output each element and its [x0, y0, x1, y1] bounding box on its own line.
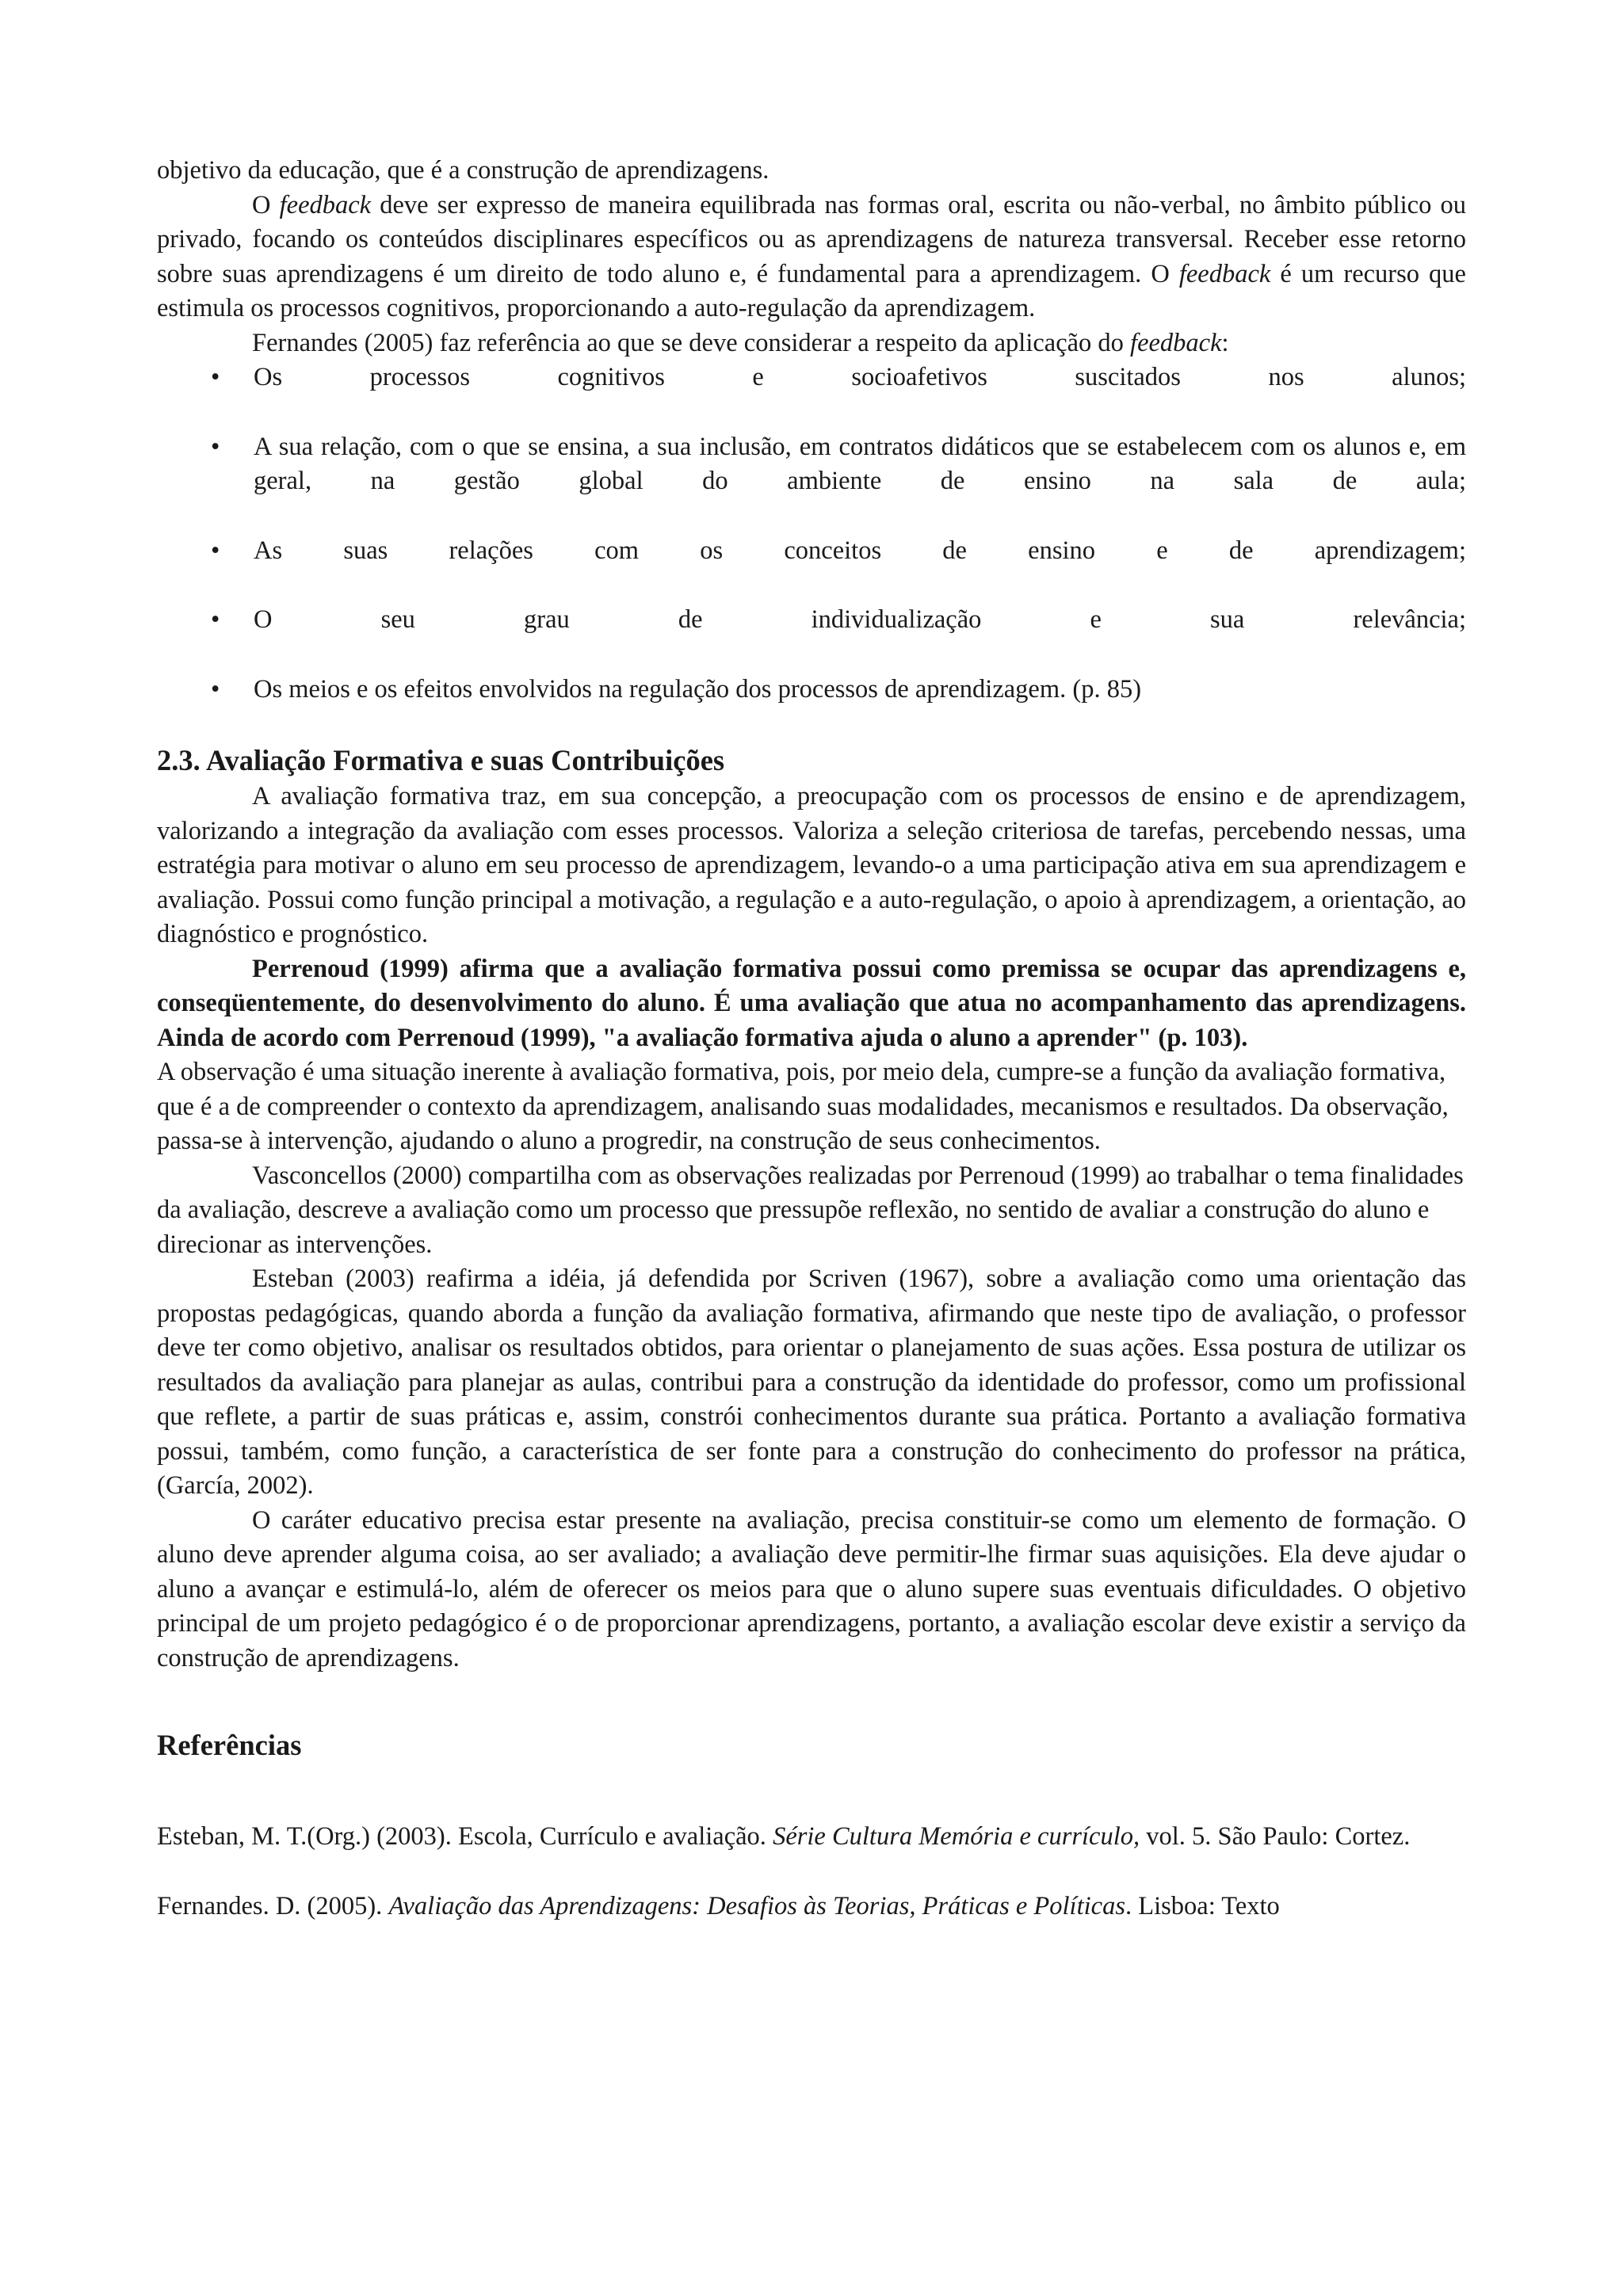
paragraph-carater: O caráter educativo precisa estar presente na avaliação, precisa constituir-se como um elemento de formação. O aluno deve aprender alguma coisa, ao ser avaliado; a avaliação deve permitir-lhe firmar suas aquisições. Ela deve ajudar o aluno a avançar e estimulá-lo, além de oferecer os meios para que o aluno supere suas eventuais dificuldades. O objetivo principal de um projeto pedagógico é o de proporcionar aprendizagens, portanto, a avaliação escolar deve existir a serviço da construção de aprendizagens. [157, 1505, 1466, 1672]
paragraph-feedback [157, 189, 1466, 326]
paragraph-vasconcellos: Vasconcellos (2000) compartilha com as observações realizadas por Perrenoud (1999) ao trabalhar o tema finalidades da avaliação, descreve a avaliação como um processo que pressupõe reflexão, no sentido de avaliar a construção do aluno e direcionar as intervenções. [157, 1161, 1464, 1259]
italic-term: feedback [279, 190, 372, 219]
list-item [157, 673, 1466, 707]
text-run: deve ser expresso de maneira equilibrada nas formas oral, escrita ou não-verbal, no âmbito público ou privado, focando os conteúdos disciplinares específicos ou as aprendizagens de natureza transversal. Receber esse retorno sobre suas aprendizagens é um direito de todo aluno e, é fundamental para a aprendizagem. O [157, 190, 1466, 288]
text-run: Fernandes (2005) faz referência ao que se deve considerar a respeito da aplicação do [252, 328, 1131, 357]
italic-term: feedback [1130, 328, 1222, 357]
text-run: : [1221, 328, 1229, 357]
list-item-text: Os meios e os efeitos envolvidos na regulação dos processos de aprendizagem. (p. 85) [254, 674, 1142, 704]
bullet-list [157, 360, 1466, 707]
reference-fernandes [157, 1890, 1466, 1924]
list-item [157, 360, 1466, 395]
text-run: Esteban, M. T.(Org.) (2003). Escola, Currículo e avaliação. [157, 1822, 773, 1851]
paragraph-observacao: A observação é uma situação inerente à avaliação formativa, pois, por meio dela, cumpre-se a função da avaliação formativa, que é a de compreender o contexto da aprendizagem, analisando suas modalidades, mecanismos e resultados. Da observação, passa-se à intervenção, ajudando o aluno a progredir, na construção de seus conhecimentos. [157, 1058, 1449, 1155]
italic-term: feedback [1178, 259, 1271, 288]
text-run: O [252, 190, 280, 219]
text-run: Fernandes. D. (2005). [157, 1891, 389, 1920]
list-item-text: O seu grau de individualização e sua relevância; [254, 605, 1466, 634]
list-item [157, 430, 1466, 499]
page-content [157, 154, 1466, 1924]
reference-esteban [157, 1820, 1466, 1855]
bullet-icon: • [211, 536, 220, 565]
list-item-text: A sua relação, com o que se ensina, a sua inclusão, em contratos didáticos que se estabelecem com os alunos e, em geral, na gestão global do ambiente de ensino na sala de aula; [254, 432, 1466, 495]
references-heading: Referências [157, 1729, 302, 1761]
text-run: é um recurso que estimula os processos cognitivos, proporcionando a auto-regulação da aprendizagem. [157, 259, 1466, 322]
list-item [157, 603, 1466, 638]
list-item-text: Os processos cognitivos e socioafetivos suscitados nos alunos; [254, 363, 1466, 391]
text-run: vol. 5. São Paulo: Cortez. [1140, 1822, 1411, 1851]
bullet-icon: • [211, 363, 220, 391]
paragraph-formativa: A avaliação formativa traz, em sua concepção, a preocupação com os processos de ensino e de aprendizagem, valorizando a integração da avaliação com esses processos. Valoriza a seleção criteriosa de tarefas, percebendo nessas, uma estratégia para motivar o aluno em seu processo de aprendizagem, levando-o a uma participação ativa em sua aprendizagem e avaliação. Possui como função principal a motivação, a regulação e a auto-regulação, o apoio à aprendizagem, a orientação, ao diagnóstico e prognóstico. [157, 782, 1466, 948]
paragraph-perrenoud: Perrenoud (1999) afirma que a avaliação formativa possui como premissa se ocupar das aprendizagens e, conseqüentemente, do desenvolvimento do aluno. É uma avaliação que atua no acompanhamento das aprendizagens. Ainda de acordo com Perrenoud (1999), "a avaliação formativa ajuda o aluno a aprender" (p. 103). [157, 954, 1466, 1052]
bullet-icon: • [211, 674, 220, 704]
list-item [157, 534, 1466, 569]
bullet-icon: • [211, 432, 220, 461]
bullet-icon: • [211, 605, 220, 634]
paragraph-top: objetivo da educação, que é a construção de aprendizagens. [157, 156, 769, 185]
text-run: . Lisboa: Texto [1125, 1891, 1280, 1920]
paragraph-fernandes-intro [157, 326, 1466, 361]
italic-title: Avaliação das Aprendizagens: Desafios às Teorias, Práticas e Políticas [388, 1891, 1125, 1920]
italic-title: Série Cultura Memória e currículo, [773, 1822, 1140, 1851]
section-heading: 2.3. Avaliação Formativa e suas Contribuições [157, 744, 725, 776]
paragraph-esteban: Esteban (2003) reafirma a idéia, já defendida por Scriven (1967), sobre a avaliação como uma orientação das propostas pedagógicas, quando aborda a função da avaliação formativa, afirmando que neste tipo de avaliação, o professor deve ter como objetivo, analisar os resultados obtidos, para orientar o planejamento de suas ações. Essa postura de utilizar os resultados da avaliação para planejar as aulas, contribui para a construção da identidade do professor, como um profissional que reflete, a partir de suas práticas e, assim, constrói conhecimentos durante sua prática. Portanto a avaliação formativa possui, também, como função, a característica de ser fonte para a construção do conhecimento do professor na prática, (García, 2002). [157, 1264, 1466, 1500]
list-item-text: As suas relações com os conceitos de ensino e de aprendizagem; [254, 536, 1466, 565]
